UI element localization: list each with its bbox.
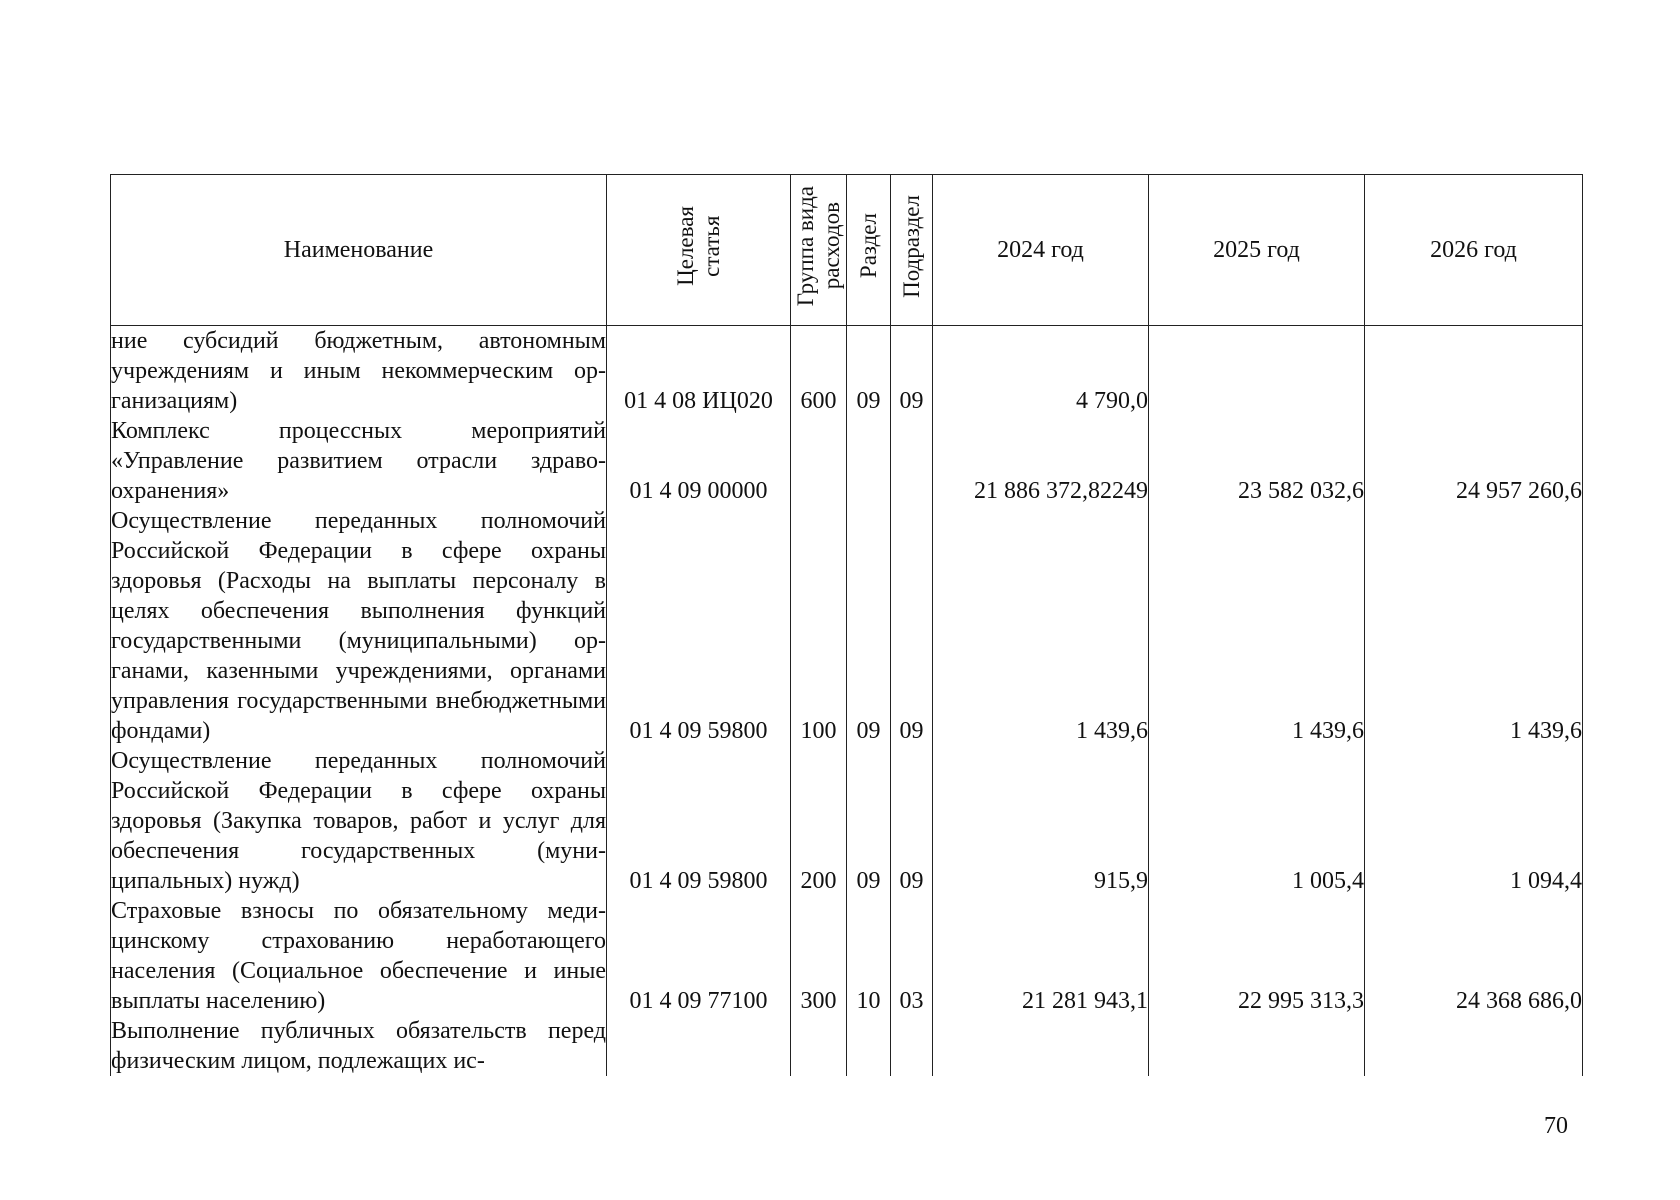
row-expense-group	[791, 1016, 847, 1076]
table-row	[111, 326, 1583, 417]
row-expense-group: 200	[791, 746, 847, 896]
row-subsection: 09	[891, 746, 933, 896]
row-2025: 1 005,4	[1149, 746, 1365, 896]
row-2025	[1149, 326, 1365, 417]
page-number: 70	[1544, 1113, 1568, 1139]
row-expense-group: 600	[791, 326, 847, 417]
row-2026	[1365, 326, 1583, 417]
row-2025: 22 995 313,3	[1149, 896, 1365, 1016]
row-name: Осуществление переданных полномочий Российской Федерации в сфере охраны здоровья (Закупка товаров, работ и услуг для обеспечения государственных (муниципальных) нужд)	[111, 748, 606, 894]
header-expense-group: Группа вида расходов	[791, 175, 847, 326]
row-2026: 1 439,6	[1365, 506, 1583, 746]
row-section: 09	[847, 746, 891, 896]
row-target-article: 01 4 09 77100	[607, 896, 791, 1016]
row-name: Страховые взносы по обязательному медицинскому страхованию неработающего населения (Социальное обеспечение и иные выплаты населению)	[111, 898, 606, 1014]
table-header-row	[111, 175, 1583, 326]
row-2026: 1 094,4	[1365, 746, 1583, 896]
header-name: Наименование	[111, 175, 607, 326]
table-row	[111, 746, 1583, 896]
row-target-article: 01 4 08 ИЦ020	[607, 326, 791, 417]
row-2025	[1149, 1016, 1365, 1076]
row-2024	[933, 1016, 1149, 1076]
row-target-article: 01 4 09 00000	[607, 416, 791, 506]
row-2024: 1 439,6	[933, 506, 1149, 746]
row-2026: 24 368 686,0	[1365, 896, 1583, 1016]
row-section	[847, 416, 891, 506]
row-subsection: 03	[891, 896, 933, 1016]
header-target-article: Целевая статья	[607, 175, 791, 326]
row-name: ние субсидий бюджетным, автономным учреждениям и иным некоммерческим организациям)	[111, 326, 607, 417]
row-name: Выполнение публичных обязательств перед физическим лицом, подлежащих ис-	[111, 1018, 606, 1074]
header-2026: 2026 год	[1365, 175, 1583, 326]
row-subsection	[891, 416, 933, 506]
row-subsection	[891, 1016, 933, 1076]
header-section: Раздел	[847, 175, 891, 326]
header-2024: 2024 год	[933, 175, 1149, 326]
row-2024: 915,9	[933, 746, 1149, 896]
row-section: 10	[847, 896, 891, 1016]
header-subsection: Подраздел	[891, 175, 933, 326]
row-2024: 4 790,0	[933, 326, 1149, 417]
budget-table	[110, 174, 1583, 1076]
row-expense-group: 100	[791, 506, 847, 746]
row-target-article	[607, 1016, 791, 1076]
row-section: 09	[847, 506, 891, 746]
row-name: Осуществление переданных полномочий Российской Федерации в сфере охраны здоровья (Расходы на выплаты персоналу в целях обеспечения выполнения функций государственными (муниципальными) органами, казенными учреждениями, органами управления государственными внебюджетными фондами)	[111, 508, 606, 744]
row-2025: 23 582 032,6	[1149, 416, 1365, 506]
row-target-article: 01 4 09 59800	[607, 506, 791, 746]
row-2026	[1365, 1016, 1583, 1076]
table-row	[111, 896, 1583, 1016]
row-subsection: 09	[891, 326, 933, 417]
row-name: Комплекс процессных мероприятий «Управление развитием отрасли здравоохранения»	[111, 418, 606, 504]
row-2026: 24 957 260,6	[1365, 416, 1583, 506]
row-expense-group	[791, 416, 847, 506]
row-2024: 21 886 372,82249	[933, 416, 1149, 506]
row-target-article: 01 4 09 59800	[607, 746, 791, 896]
row-expense-group: 300	[791, 896, 847, 1016]
row-section	[847, 1016, 891, 1076]
row-subsection: 09	[891, 506, 933, 746]
header-2025: 2025 год	[1149, 175, 1365, 326]
row-2025: 1 439,6	[1149, 506, 1365, 746]
row-section: 09	[847, 326, 891, 417]
row-2024: 21 281 943,1	[933, 896, 1149, 1016]
table-row	[111, 1016, 1583, 1076]
table-row	[111, 506, 1583, 746]
table-row	[111, 416, 1583, 506]
